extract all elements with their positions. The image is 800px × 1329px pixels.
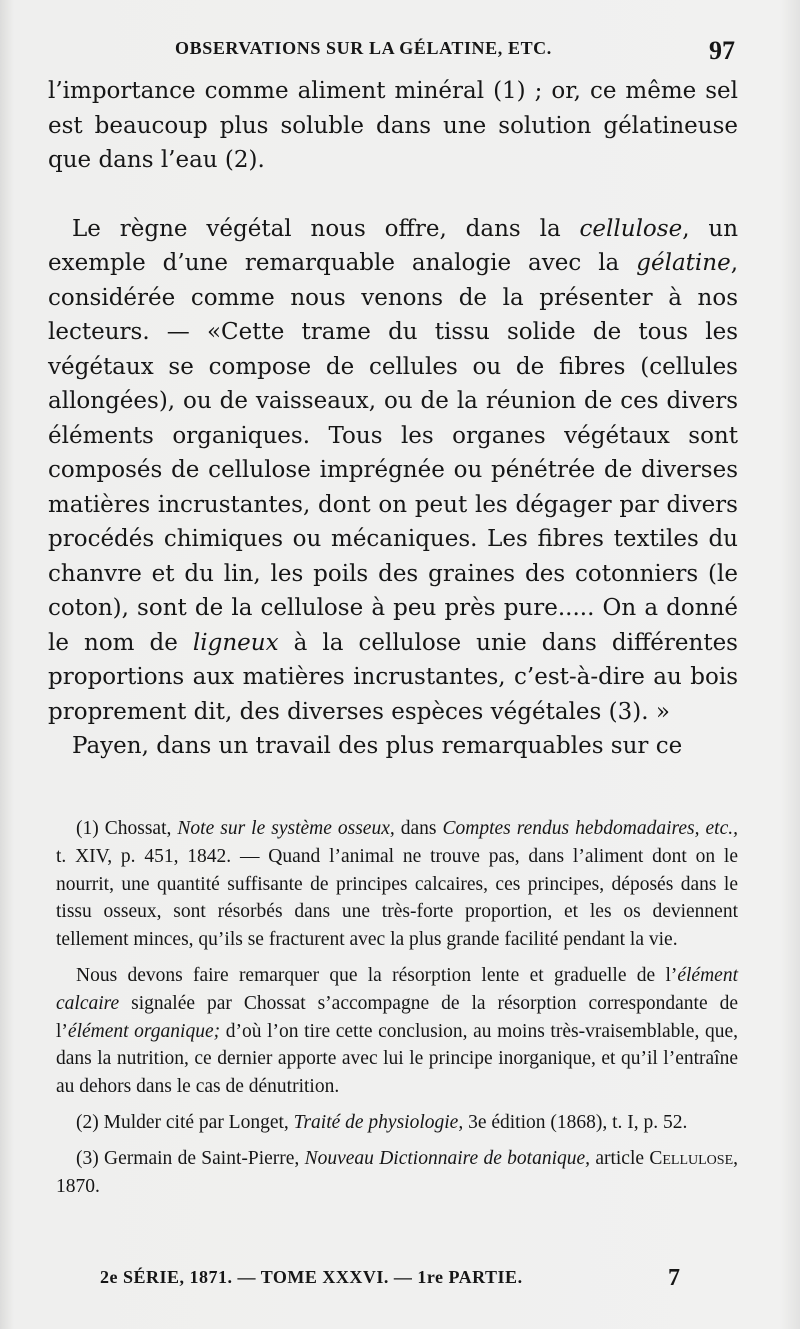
footnote-2 <box>56 1109 738 1137</box>
text-run: d’où l’on tire cette conclusion, au moins très-vraisemblable, que, dans la nutrition, ce dernier apporte avec lui le principe inorganique, et qu’il l’entraîne au dehors dans le cas de dénutrition. <box>56 1020 738 1098</box>
text-run: t. XIV, p. 451, 1842. — Quand l’animal ne trouve pas, dans l’aliment dont on le nourrit, une quantité suffisante de principes calcaires, ces principes, déposés dans le tissu osseux, sont résorbés dans une très-forte proportion, et les os deviennent tellement minces, qu’ils se fracturent avec la plus grande facilité pendant la vie. <box>56 845 738 951</box>
text-run: Le règne végétal nous offre, dans la <box>72 215 580 242</box>
italic-title: Note sur le système osseux, <box>177 818 395 839</box>
signature-mark: 7 <box>668 1265 680 1291</box>
main-text <box>48 74 738 764</box>
text-run: (3) Germain de Saint-Pierre, <box>76 1147 305 1169</box>
page-number: 97 <box>709 36 735 65</box>
footnote-1-continued <box>56 962 738 1101</box>
paragraph-2 <box>48 212 738 730</box>
italic-title: Nouveau Dictionnaire de botanique, <box>304 1147 591 1169</box>
text-run: dans <box>394 818 443 839</box>
text-run: Nous devons faire remarquer que la résorption lente et graduelle de l’ <box>76 964 678 986</box>
footnote-3 <box>56 1145 738 1201</box>
paragraph-1: l’importance comme aliment minéral (1) ; or, ce même sel est beaucoup plus soluble dans une solution gélatineuse que dans l’eau (2). <box>48 78 738 173</box>
text-run: (2) Mulder cité par Longet, <box>76 1111 294 1133</box>
printer-signature-line <box>100 1267 680 1297</box>
italic-title: Traité de physiologie, <box>293 1111 464 1133</box>
series-volume-info: 2e SÉRIE, 1871. — TOME XXXVI. — 1re PARTIE. <box>100 1267 523 1287</box>
text-run: à la cellulose unie dans différentes proportions aux matières incrustantes, c’est-à-dire au bois proprement dit, des diverses espèces végétales (3). » <box>48 629 738 725</box>
footnotes <box>56 815 738 1208</box>
italic-term: élément calcaire <box>56 964 738 1014</box>
text-run: article <box>590 1147 650 1169</box>
italic-term-ligneux: ligneux <box>192 629 279 656</box>
paragraph-3: Payen, dans un travail des plus remarquables sur ce <box>72 733 683 759</box>
text-run: 3e édition (1868), t. I, p. 52. <box>463 1111 688 1133</box>
text-run: (1) Chossat, <box>76 818 178 839</box>
text-run: , considérée comme nous venons de la présenter à nos lecteurs. — «Cette trame du tissu solide de tous les végétaux se compose de cellules ou de fibres (cellules allongées), ou de vaisseaux, ou de la réunion de ces divers éléments organiques. Tous les organes végétaux sont composés de cellulose imprégnée ou pénétrée de diverses matières incrustantes, dont on peut les dégager par divers procédés chimiques ou mécaniques. Les fibres textiles du chanvre et du lin, les poils des graines des cotonniers (le coton), sont de la cellulose à peu près pure..... On a donné le nom de <box>48 250 738 656</box>
italic-term-cellulose: cellulose <box>579 215 683 242</box>
running-title: OBSERVATIONS SUR LA GÉLATINE, ETC. <box>175 38 552 58</box>
running-header <box>175 38 735 68</box>
text-run: , un exemple d’une remarquable analogie avec la <box>48 215 739 276</box>
text-run: , 1870. <box>56 1147 738 1197</box>
italic-term: élément organique; <box>67 1020 221 1042</box>
italic-term-gelatine: gélatine <box>636 250 731 276</box>
footnote-1 <box>56 815 738 954</box>
text-run: signalée par Chossat s’accompagne de la résorption correspondante de l’ <box>56 992 738 1042</box>
small-caps-term: Cellulose <box>649 1147 734 1169</box>
italic-title: Comptes rendus hebdomadaires, etc., <box>442 818 739 839</box>
